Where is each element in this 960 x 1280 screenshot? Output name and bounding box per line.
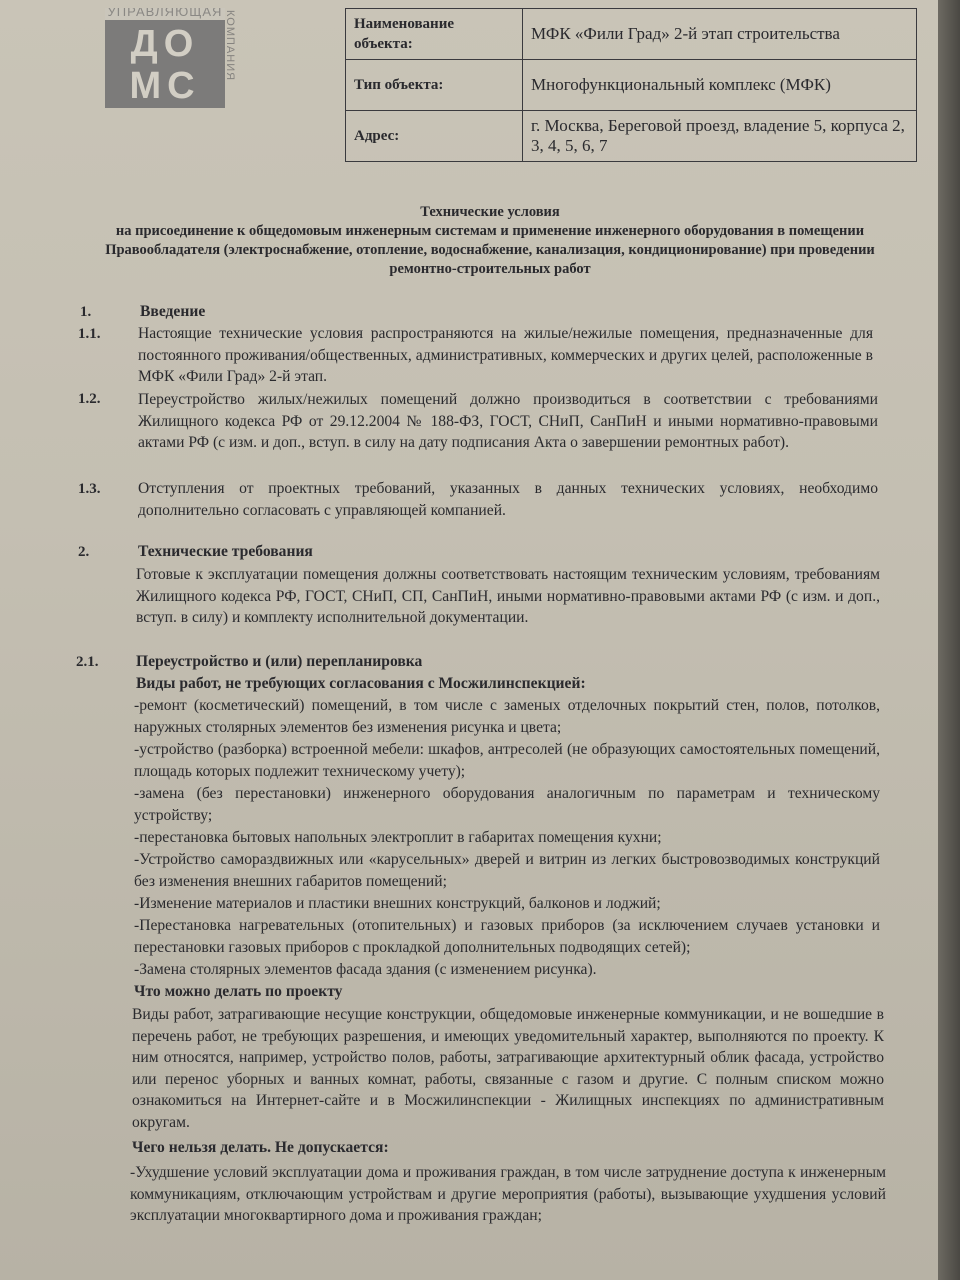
info-row: [346, 9, 917, 60]
company-logo: [105, 8, 225, 108]
info-key: Адрес:: [346, 111, 523, 162]
info-row: [346, 111, 917, 162]
section-number: 2.: [78, 544, 90, 560]
subheading: Что можно делать по проекту: [134, 983, 343, 1000]
paragraph: Виды работ, затрагивающие несущие конструкции, общедомовые инженерные коммуникации, и не вошедшие в перечень работ, не требующих разрешения, и имеющих уведомительный характер, выполняются по проекту. К ним относятся, например, устройство полов, работы, затрагивающие архитектурный облик фасада, устройство или перенос уборных и ванных комнат, работы, связанные с газом и другие. С полным списком можно ознакомиться на Интернет-сайте и в Мосжилинспекции - Жилищных инспекциях по административным округам.: [132, 1006, 884, 1131]
info-row: [346, 60, 917, 111]
section-number: 1.: [80, 304, 92, 320]
document-title: [70, 203, 910, 279]
paragraph: Отступления от проектных требований, указанных в данных технических условиях, необходимо дополнительно согласовать с управляющей компанией.: [138, 480, 878, 519]
title-subtitle: на присоединение к общедомовым инженерным системам и применение инженерного оборудования в помещении Правообладателя (электроснабжение, отопление, водоснабжение, канализация, кондиционирование) при проведении ремонтно-строительных работ: [105, 223, 875, 277]
list-item: -ремонт (косметический) помещений, в том числе с заменых отделочных покрытий стен, полов, потолков, наружных столярных элементов без изменения рисунка и цвета;: [134, 697, 880, 736]
section-number: 2.1.: [76, 654, 99, 670]
object-info-table: [345, 8, 917, 162]
section-heading: Технические требования: [138, 543, 313, 560]
list-item: -Изменение материалов и пластики внешних конструкций, балконов и лоджий;: [134, 895, 661, 912]
logo-top-text: УПРАВЛЯЮЩАЯ: [105, 8, 225, 20]
subheading: Чего нельзя делать. Не допускается:: [132, 1139, 389, 1156]
info-key: Наименование объекта:: [346, 9, 523, 60]
info-key: Тип объекта:: [346, 60, 523, 111]
paragraph: Переустройство жилых/нежилых помещений должно производиться в соответствии с требованиями Жилищного кодекса РФ от 29.12.2004 № 188-ФЗ, ГОСТ, СНиП, СанПиН и иными нормативно-правовыми актами РФ (с изм. и доп., вступ. в силу на дату подписания Акта о завершении ремонтных работ).: [138, 391, 878, 452]
list-item: -перестановка бытовых напольных электроплит в габаритах помещения кухни;: [134, 829, 662, 846]
logo-side-text: КОМПАНИЯ: [224, 10, 236, 82]
section-number: 1.1.: [78, 326, 101, 342]
list-item: -Устройство самораздвижных или «карусельных» дверей и витрин из легких быстровозводимых конструкций без изменения внешних габаритов помещений;: [134, 851, 880, 890]
paragraph: -Ухудшение условий эксплуатации дома и проживания граждан, в том числе затруднение доступа к инженерным коммуникациям, отключающим устройствам и другие мероприятия (работы), вызывающие ухудшения условий эксплуатации многоквартирного дома и проживания граждан;: [130, 1164, 886, 1225]
paragraph: Готовые к эксплуатации помещения должны соответствовать настоящим техническим условиям, требованиям Жилищного кодекса РФ, ГОСТ, СНиП, СП, СанПиН, иными нормативно-правовыми актами РФ (с изм. и доп., вступ. в силу) и комплекту исполнительной документации.: [136, 566, 880, 627]
section-heading: Введение: [140, 303, 206, 320]
page-edge: [938, 0, 960, 1280]
paragraph: Настоящие технические условия распространяются на жилые/нежилые помещения, предназначенные для постоянного проживания/общественных, административных, коммерческих и других целей, расположенные в МФК «Фили Град» 2-й этап.: [138, 325, 873, 386]
subheading: Виды работ, не требующих согласования с Мосжилинспекцией:: [136, 675, 586, 692]
list-item: -Перестановка нагревательных (отопительных) и газовых приборов (за исключением случаев установки и перестановки газовых приборов с прокладкой дополнительных подводящих сетей);: [134, 917, 880, 956]
info-value: г. Москва, Береговой проезд, владение 5, корпуса 2, 3, 4, 5, 6, 7: [523, 111, 917, 162]
title-line: Технические условия: [420, 204, 560, 220]
logo-letters-1: ДО: [130, 23, 200, 65]
info-value: Многофункциональный комплекс (МФК): [523, 60, 917, 111]
info-value: МФК «Фили Град» 2-й этап строительства: [523, 9, 917, 60]
section-heading: Переустройство и (или) перепланировка: [136, 653, 423, 670]
list-item: -Замена столярных элементов фасада здания (с изменением рисунка).: [134, 961, 597, 978]
list-item: -замена (без перестановки) инженерного оборудования аналогичным по параметрам и техническому устройству;: [134, 785, 880, 824]
logo-letters-2: МС: [129, 65, 201, 107]
section-number: 1.2.: [78, 391, 101, 407]
section-number: 1.3.: [78, 481, 101, 497]
list-item: -устройство (разборка) встроенной мебели: шкафов, антресолей (не образующих самостоятельных помещений, площадь которых подлежит техническому учету);: [134, 741, 880, 780]
